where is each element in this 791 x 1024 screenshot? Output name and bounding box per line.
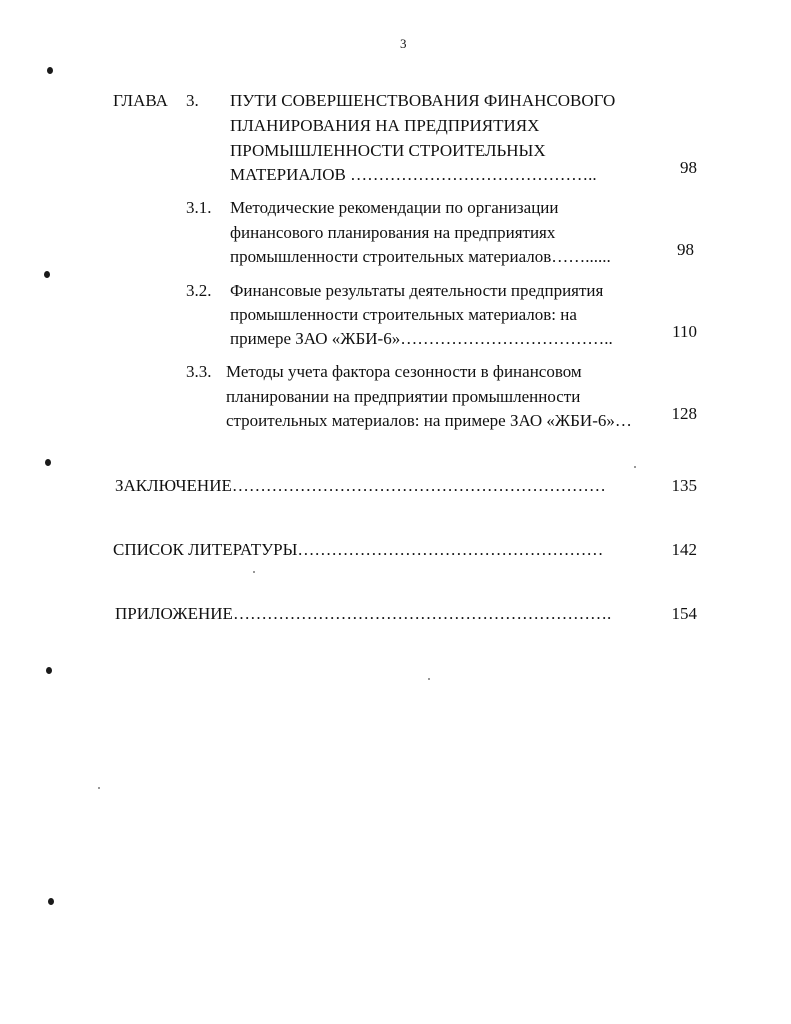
chapter-title-line: ПУТИ СОВЕРШЕНСТВОВАНИЯ ФИНАНСОВОГО <box>230 91 616 110</box>
page-number: 3 <box>400 36 407 51</box>
chapter-page-number: 98 <box>680 158 697 177</box>
chapter-number: 3. <box>186 91 199 110</box>
binder-hole-mark <box>45 459 51 466</box>
scan-speck <box>634 466 636 468</box>
section-title-line: примере ЗАО «ЖБИ-6»……………………………….. <box>230 329 613 348</box>
chapter-title-line: ПЛАНИРОВАНИЯ НА ПРЕДПРИЯТИЯХ <box>230 116 540 135</box>
toc-entry-conclusion: ЗАКЛЮЧЕНИЕ………………………………………………………… <box>115 476 606 495</box>
scan-speck <box>98 787 100 789</box>
section-page-number: 128 <box>671 404 697 423</box>
chapter-label: ГЛАВА <box>113 91 168 110</box>
section-title-line: промышленности строительных материалов……...... <box>230 247 611 266</box>
binder-hole-mark <box>48 898 54 905</box>
toc-entry-bibliography: СПИСОК ЛИТЕРАТУРЫ……………………………………………… <box>113 540 604 559</box>
toc-entry-page-number: 154 <box>671 604 697 623</box>
binder-hole-mark <box>46 667 52 674</box>
section-number: 3.1. <box>186 198 212 217</box>
section-page-number: 110 <box>672 322 697 341</box>
section-title-line: Методы учета фактора сезонности в финансовом <box>226 362 582 381</box>
chapter-title-line: МАТЕРИАЛОВ …………………………………….. <box>230 165 597 184</box>
section-title-line: финансового планирования на предприятиях <box>230 223 556 242</box>
section-title-line: Финансовые результаты деятельности предприятия <box>230 281 604 300</box>
toc-entry-page-number: 142 <box>671 540 697 559</box>
section-title-line: промышленности строительных материалов: на <box>230 305 577 324</box>
section-title-line: строительных материалов: на примере ЗАО «ЖБИ-6»… <box>226 411 632 430</box>
section-title-line: Методические рекомендации по организации <box>230 198 559 217</box>
scan-speck <box>428 678 430 680</box>
toc-entry-appendix: ПРИЛОЖЕНИЕ…………………………………………………………. <box>115 604 612 623</box>
section-title-line: планировании на предприятии промышленности <box>226 387 581 406</box>
section-page-number: 98 <box>677 240 694 259</box>
section-number: 3.2. <box>186 281 212 300</box>
binder-hole-mark <box>47 67 53 74</box>
section-number: 3.3. <box>186 362 212 381</box>
toc-entry-page-number: 135 <box>671 476 697 495</box>
scan-speck <box>253 571 255 573</box>
binder-hole-mark <box>44 271 50 278</box>
chapter-title-line: ПРОМЫШЛЕННОСТИ СТРОИТЕЛЬНЫХ <box>230 141 546 160</box>
